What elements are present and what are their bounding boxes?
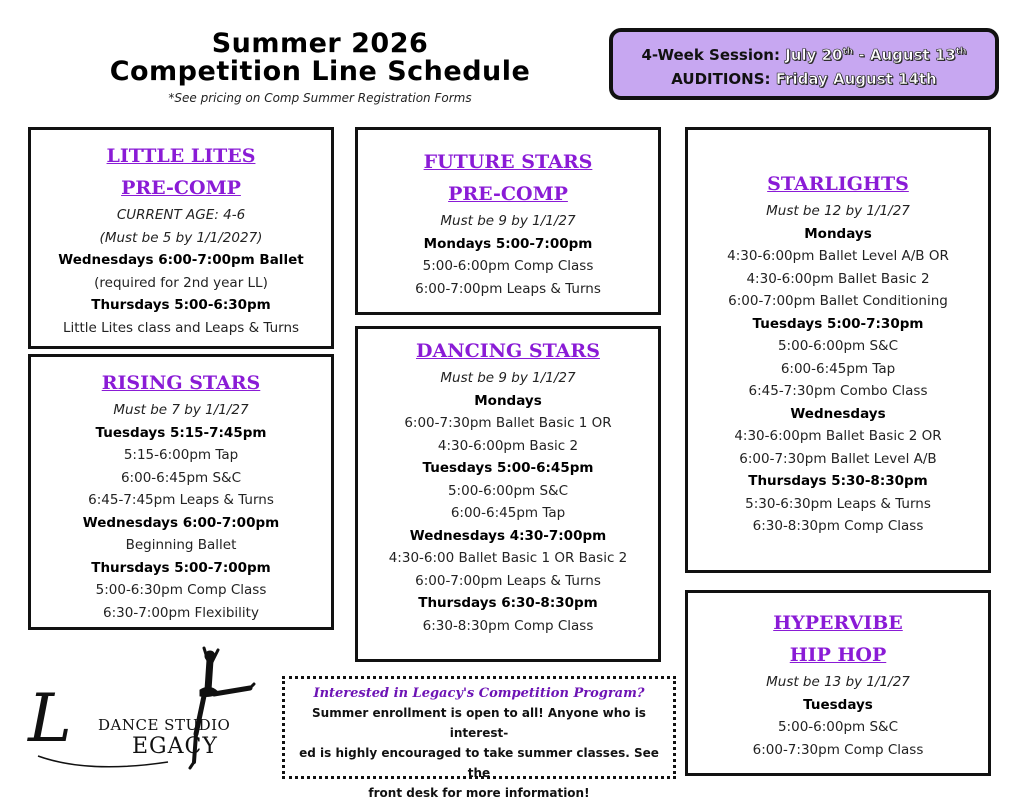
card-heading: DANCING STARS	[416, 340, 600, 362]
rising-stars-card	[28, 354, 334, 630]
card-heading: PRE-COMP	[121, 177, 241, 199]
card-line: 6:30-7:00pm Flexibility	[103, 604, 259, 621]
card-line: 6:00-7:00pm Ballet Conditioning	[728, 293, 948, 309]
card-line: (required for 2nd year LL)	[94, 274, 268, 291]
card-line: 4:30-6:00pm Ballet Basic 2	[746, 270, 930, 287]
card-line: Tuesdays 5:00-6:45pm	[422, 460, 594, 476]
card-line: 5:00-6:00pm S&C	[777, 719, 899, 735]
session-label: 4-Week Session:	[641, 46, 780, 64]
card-line: Wednesdays 6:00-7:00pm Ballet	[58, 252, 304, 268]
card-line: Must be 12 by 1/1/27	[766, 203, 910, 219]
card-line: 5:15-6:00pm Tap	[123, 447, 239, 463]
card-line: Thursdays 5:00-7:00pm	[91, 559, 271, 576]
card-line: Must be 9 by 1/1/27	[440, 213, 576, 229]
card-line: Wednesdays	[790, 405, 886, 422]
card-line: Tuesdays	[803, 696, 873, 713]
page-title	[60, 30, 580, 86]
interest-line: ed is highly encouraged to take summer classes. See the	[299, 746, 659, 780]
card-line: 5:00-6:00pm S&C	[447, 482, 569, 499]
card-line: CURRENT AGE: 4-6	[116, 207, 246, 223]
session-box	[609, 28, 999, 100]
card-line: Beginning Ballet	[125, 537, 237, 553]
card-line: Must be 9 by 1/1/27	[440, 370, 576, 386]
card-line: Thursdays 6:30-8:30pm	[418, 595, 598, 611]
starlights-card	[685, 127, 991, 573]
card-line: Wednesdays 4:30-7:00pm	[409, 527, 607, 544]
card-line: 4:30-6:00 Ballet Basic 1 OR Basic 2	[388, 550, 628, 566]
card-line: Tuesdays 5:00-7:30pm	[752, 315, 924, 332]
card-line: Tuesdays 5:15-7:45pm	[95, 424, 267, 441]
card-line: 6:00-7:00pm Leaps & Turns	[415, 572, 601, 589]
card-heading: HIP HOP	[789, 644, 887, 666]
card-heading: FUTURE STARS	[423, 151, 593, 173]
card-line: Must be 13 by 1/1/27	[766, 674, 910, 690]
studio-logo	[28, 646, 268, 776]
interest-line: Summer enrollment is open to all! Anyone who is interest-	[312, 706, 646, 740]
card-line: 6:45-7:45pm Leaps & Turns	[88, 492, 274, 508]
pricing-note: *See pricing on Comp Summer Registration Forms	[168, 91, 472, 105]
title-line-1: Summer 2026	[211, 28, 429, 59]
card-line: Mondays	[804, 225, 872, 242]
card-heading: HYPERVIBE	[773, 612, 903, 634]
card-heading: PRE-COMP	[448, 183, 568, 205]
card-heading: STARLIGHTS	[767, 173, 909, 195]
card-line: Must be 7 by 1/1/27	[113, 402, 249, 418]
future-stars-card	[355, 127, 661, 315]
interest-question: Interested in Legacy's Competition Program?	[313, 686, 645, 701]
card-line: 4:30-6:00pm Ballet Basic 2 OR	[734, 428, 942, 444]
card-line: Thursdays 5:00-6:30pm	[91, 297, 271, 313]
card-line: 6:00-6:45pm Tap	[780, 360, 896, 377]
card-line: 6:00-7:30pm Ballet Basic 1 OR	[404, 415, 612, 431]
card-line: Wednesdays 6:00-7:00pm	[82, 514, 280, 531]
card-line: 4:30-6:00pm Basic 2	[437, 437, 579, 454]
little-lites-card	[28, 127, 334, 349]
session-dates: July 20th - August 13th	[785, 46, 967, 64]
interest-line: front desk for more information!	[368, 786, 590, 800]
card-line: 6:00-6:45pm Tap	[450, 505, 566, 521]
card-line: 6:45-7:30pm Combo Class	[748, 383, 928, 399]
card-line: 5:00-6:00pm Comp Class	[422, 258, 594, 274]
logo-script-letter: L	[28, 680, 72, 757]
card-line: (Must be 5 by 1/1/2027)	[99, 229, 263, 246]
competition-interest-box	[282, 676, 676, 800]
auditions-date: Friday August 14th	[775, 70, 937, 88]
title-line-2: Competition Line Schedule	[109, 56, 531, 87]
dancing-stars-card	[355, 326, 661, 662]
card-line: 5:30-6:30pm Leaps & Turns	[745, 495, 931, 512]
card-line: 4:30-6:00pm Ballet Level A/B OR	[727, 248, 949, 264]
logo-legacy: EGACY	[132, 734, 218, 759]
auditions-line	[613, 67, 995, 91]
card-line: 6:30-8:30pm Comp Class	[422, 617, 594, 634]
card-heading: LITTLE LITES	[106, 145, 256, 167]
session-dates-line	[613, 40, 995, 67]
card-line: 6:00-6:45pm S&C	[120, 469, 242, 486]
card-line: 6:00-7:00pm Leaps & Turns	[415, 280, 601, 297]
hypervibe-card	[685, 590, 991, 776]
logo-dance-studio: DANCE STUDIO	[98, 716, 231, 734]
card-line: Little Lites class and Leaps & Turns	[62, 319, 300, 336]
card-line: Thursdays 5:30-8:30pm	[748, 473, 928, 489]
auditions-label: AUDITIONS:	[671, 70, 771, 88]
card-line: 6:30-8:30pm Comp Class	[752, 518, 924, 534]
card-line: 6:00-7:30pm Comp Class	[752, 741, 924, 758]
card-heading: RISING STARS	[101, 372, 261, 394]
card-line: 5:00-6:00pm S&C	[777, 338, 899, 354]
card-line: Mondays 5:00-7:00pm	[423, 235, 593, 252]
card-line: 5:00-6:30pm Comp Class	[95, 582, 267, 598]
card-line: Mondays	[474, 392, 542, 409]
card-line: 6:00-7:30pm Ballet Level A/B	[739, 450, 937, 467]
